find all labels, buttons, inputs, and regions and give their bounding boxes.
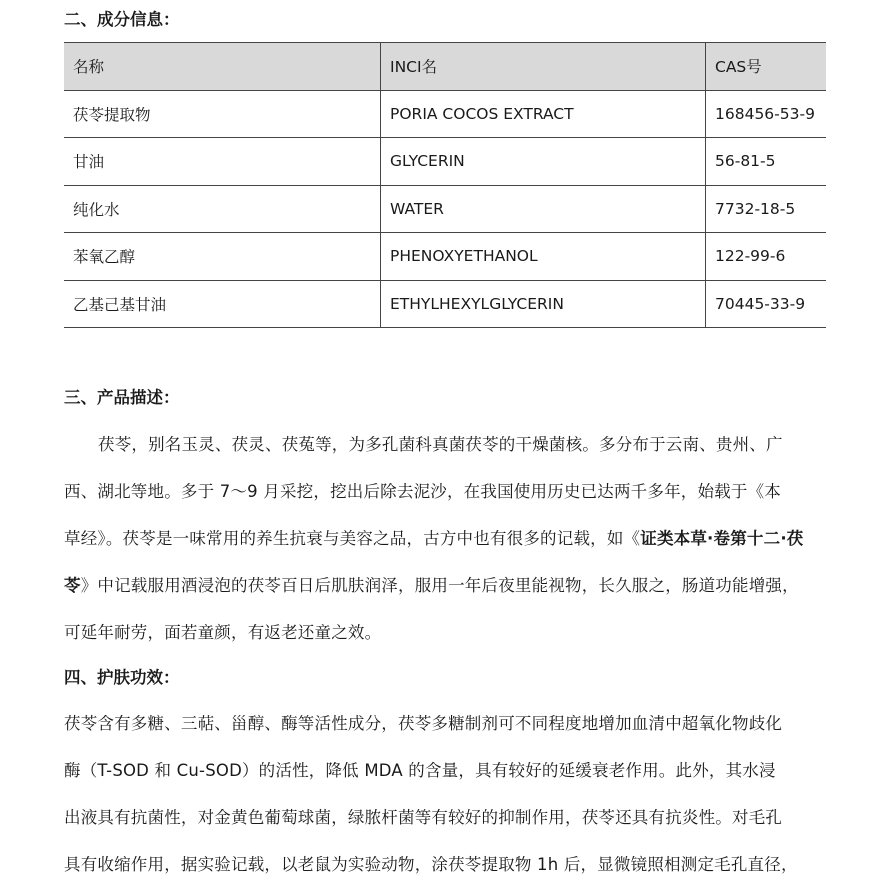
paragraph-line [64, 515, 828, 562]
paragraph-line: 茯苓含有多糖、三萜、甾醇、酶等活性成分，茯苓多糖制剂可不同程度地增加血清中超氧化物歧化 [64, 714, 783, 733]
paragraph-line: 可延年耐劳，面若童颜，有返老还童之效。 [64, 623, 382, 642]
column-header-name: 名称 [64, 43, 381, 91]
cell-name: 苯氧乙醇 [64, 233, 381, 281]
section-heading-description: 三、产品描述： [64, 388, 180, 407]
ingredients-table [64, 42, 826, 328]
text-run: 草经》。茯苓是一味常用的养生抗衰与美容之品，古方中也有很多的记载，如《 [64, 529, 641, 548]
table-row [64, 185, 826, 233]
column-header-inci: INCI名 [381, 43, 706, 91]
cell-inci: GLYCERIN [381, 138, 706, 186]
cell-inci: WATER [381, 185, 706, 233]
cell-inci: PORIA COCOS EXTRACT [381, 90, 706, 138]
cell-inci: PHENOXYETHANOL [381, 233, 706, 281]
paragraph-line: 出液具有抗菌性，对金黄色葡萄球菌，绿脓杆菌等有较好的抑制作用，茯苓还具有抗炎性。对毛孔 [64, 808, 783, 827]
cell-cas: 56-81-5 [706, 138, 827, 186]
paragraph-line: 西、湖北等地。多于 7～9 月采挖，挖出后除去泥沙，在我国使用历史已达两千多年，始载于《本 [64, 482, 781, 501]
cell-inci: ETHYLHEXYLGLYCERIN [381, 280, 706, 328]
paragraph-line [64, 562, 828, 609]
cell-cas: 70445-33-9 [706, 280, 827, 328]
cell-cas: 122-99-6 [706, 233, 827, 281]
section-heading-composition: 二、成分信息： [64, 10, 180, 29]
cell-name: 乙基己基甘油 [64, 280, 381, 328]
citation-bold: 苓 [64, 576, 81, 595]
table-row [64, 90, 826, 138]
citation-bold: 证类本草·卷第十二·茯 [640, 529, 804, 548]
cell-name: 纯化水 [64, 185, 381, 233]
paragraph-line: 茯苓，别名玉灵、茯灵、茯菟等，为多孔菌科真菌茯苓的干燥菌核。多分布于云南、贵州、广 [98, 435, 783, 454]
paragraph-line: 酶（T-SOD 和 Cu-SOD）的活性，降低 MDA 的含量，具有较好的延缓衰老作用。此外，其水浸 [64, 761, 776, 780]
cell-cas: 168456-53-9 [706, 90, 827, 138]
table-header-row [64, 43, 826, 91]
text-run: 》中记载服用酒浸泡的茯苓百日后肌肤润泽，服用一年后夜里能视物，长久服之，肠道功能增强， [80, 576, 799, 595]
paragraph-line: 具有收缩作用，据实验记载，以老鼠为实验动物，涂茯苓提取物 1h 后，显微镜照相测定毛孔直径， [64, 855, 798, 874]
column-header-cas: CAS号 [706, 43, 827, 91]
section-heading-skincare: 四、护肤功效： [64, 668, 180, 687]
cell-name: 甘油 [64, 138, 381, 186]
table-row [64, 280, 826, 328]
product-description-paragraph [64, 421, 828, 656]
table-row [64, 233, 826, 281]
cell-name: 茯苓提取物 [64, 90, 381, 138]
skincare-effects-paragraph [64, 700, 828, 888]
table-row [64, 138, 826, 186]
cell-cas: 7732-18-5 [706, 185, 827, 233]
